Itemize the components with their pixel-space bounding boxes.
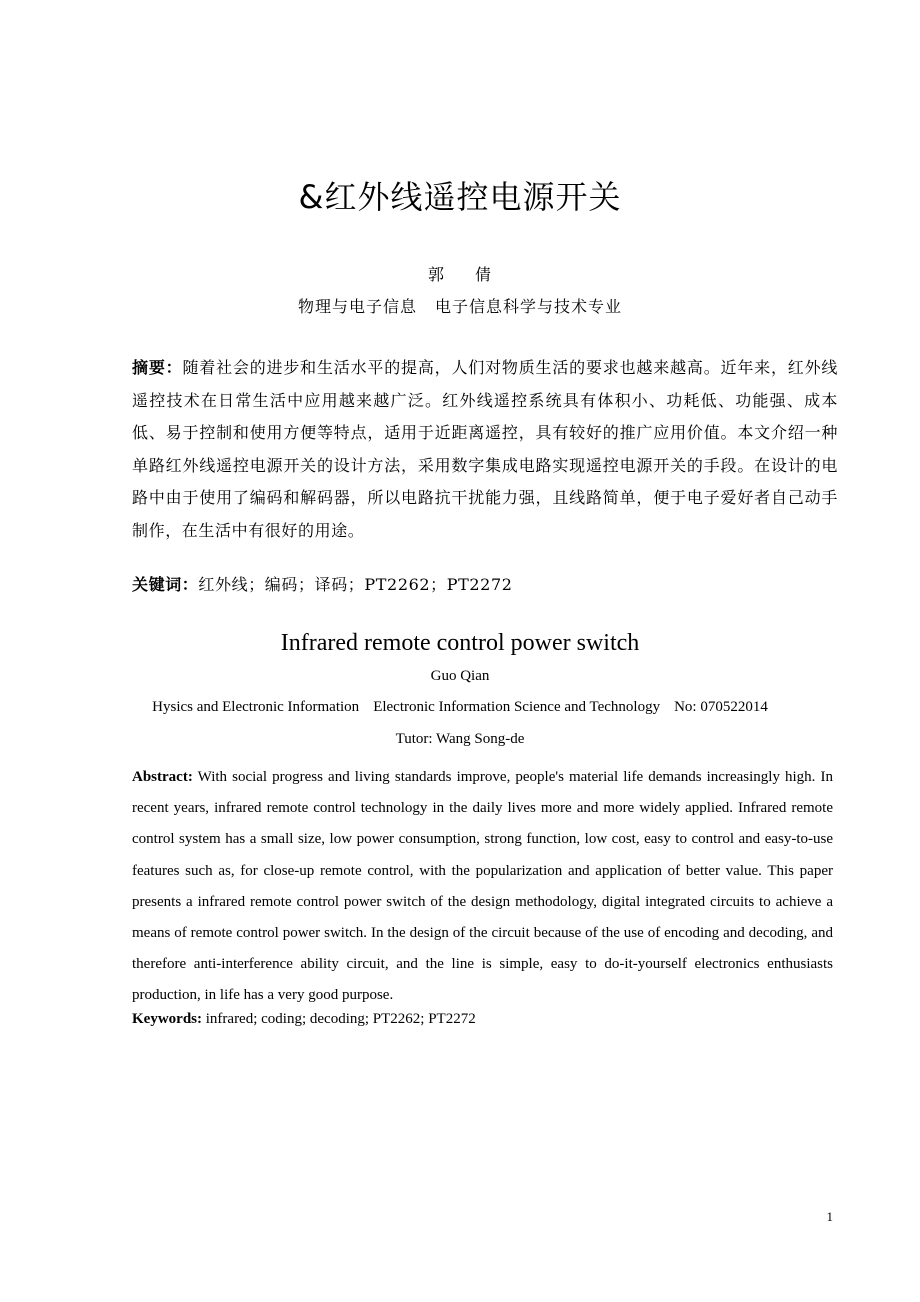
page-number: 1 [826, 1209, 833, 1224]
english-keywords-text: infrared; coding; decoding; PT2262; PT2272 [205, 1011, 476, 1027]
english-tutor: Tutor: Wang Song-de [395, 731, 525, 747]
english-affiliation-major: Electronic Information Science and Technology [373, 699, 661, 715]
english-title: Infrared remote control power switch [280, 630, 640, 656]
affiliation-major: 电子信息科学与技术专业 [435, 297, 623, 316]
english-abstract-text: With social progress and living standards improve, people's material life demands increasingly high. In recent years, infrared remote control technology in the daily lives more and more widely applied. Infrared remote control system has a small size, low power consumption, strong function, low cost, easy to control and easy-to-use features such as, for close-up remote control, with the popularization and application of better value. This paper presents a infrared remote control power switch of the design methodology, digital integrated circuits to achieve a means of remote control power switch. In the design of the circuit because of the use of encoding and decoding, and therefore anti-interference ability circuit, and the line is simple, easy to do-it-yourself electronics enthusiasts production, in life has a very good purpose. [132, 769, 833, 1004]
english-abstract-label: Abstract: [132, 769, 193, 785]
chinese-title: &红外线遥控电源开关 [298, 178, 622, 216]
english-abstract [132, 762, 833, 1012]
english-keywords-label: Keywords: [132, 1011, 202, 1027]
english-author: Guo Qian [430, 668, 490, 684]
author-surname: 郭 [427, 265, 445, 284]
chinese-abstract-text: 随着社会的进步和生活水平的提高，人们对物质生活的要求也越来越高。近年来，红外线遥控技术在日常生活中应用越来越广泛。红外线遥控系统具有体积小、功耗低、功能强、成本低、易于控制和使用方便等特点，适用于近距离遥控，具有较好的推广应用价值。本文介绍一种单路红外线遥控电源开关的设计方法，采用数字集成电路实现遥控电源开关的手段。在设计的电路中由于使用了编码和解码器，所以电路抗干扰能力强，且线路简单，便于电子爱好者自己动手制作，在生活中有很好的用途。 [132, 358, 838, 540]
english-keywords [132, 1011, 476, 1028]
student-number: No: 070522014 [674, 699, 768, 715]
chinese-keywords-label: 关键词： [132, 575, 199, 594]
english-affiliation [0, 699, 920, 716]
affiliation-college: 物理与电子信息 [297, 297, 417, 316]
english-affiliation-college: Hysics and Electronic Information [152, 699, 360, 715]
chinese-abstract-label: 摘要： [132, 358, 183, 377]
author-given-name: 倩 [475, 265, 493, 284]
chinese-keywords-text: 红外线；编码；译码；PT2262；PT2272 [198, 575, 513, 594]
chinese-abstract [132, 352, 838, 547]
chinese-keywords [132, 572, 513, 595]
chinese-author [0, 262, 920, 285]
chinese-affiliation [0, 294, 920, 317]
